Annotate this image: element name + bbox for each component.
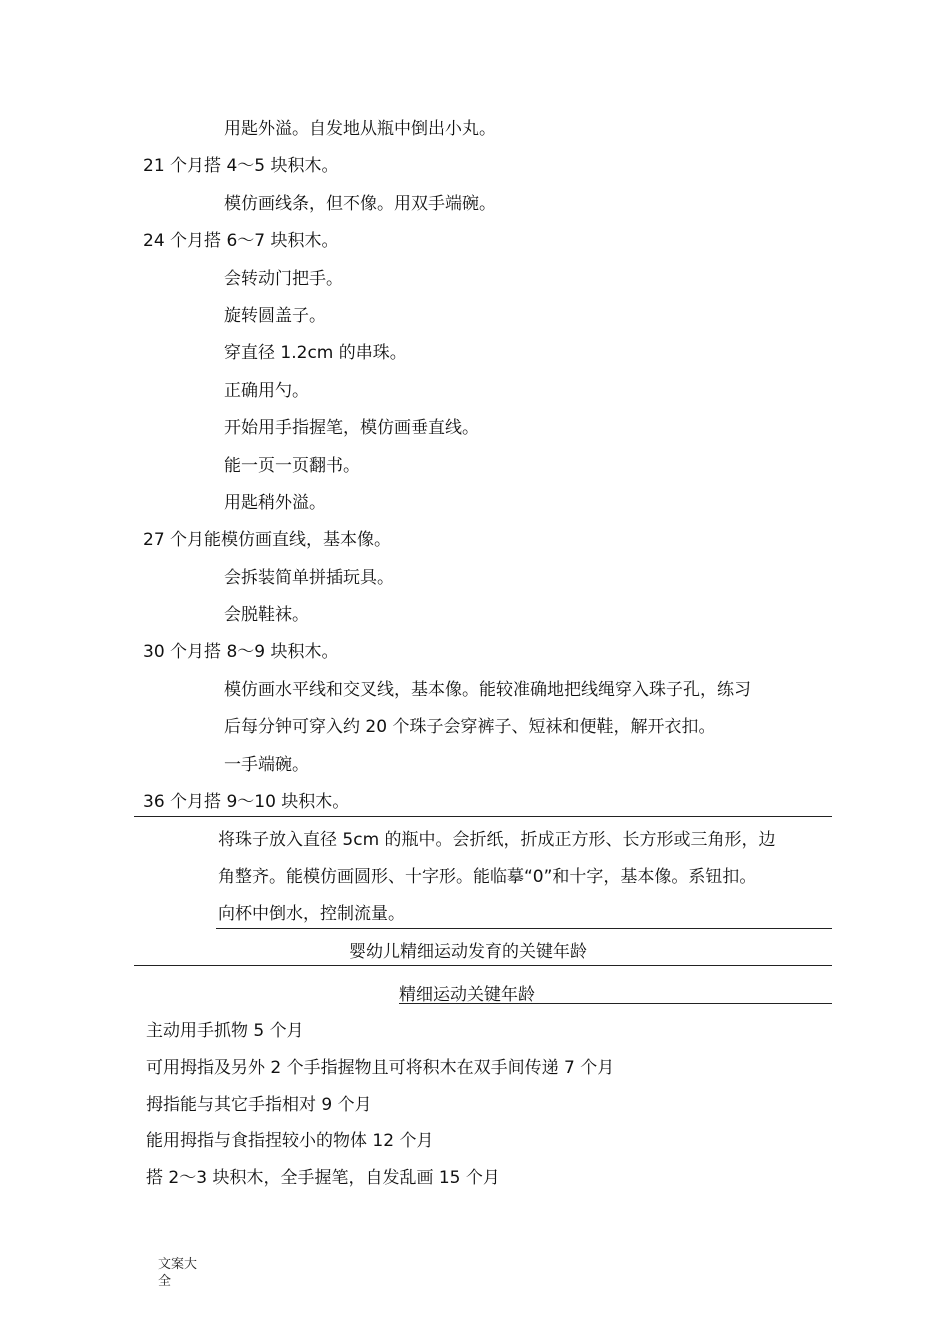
table-header: 精细运动关键年龄 — [399, 985, 535, 1005]
text-line: 会拆装简单拼插玩具。 — [224, 568, 394, 588]
text-line: 会脱鞋袜。 — [224, 605, 309, 625]
text-line: 后每分钟可穿入约 20 个珠子会穿裤子、短袜和便鞋，解开衣扣。 — [224, 717, 716, 737]
text-line: 一手端碗。 — [224, 755, 309, 775]
table-row: 主动用手抓物 5 个月 — [146, 1021, 304, 1041]
age-heading: 30 个月搭 8～9 块积木。 — [143, 642, 339, 662]
text-line: 旋转圆盖子。 — [224, 306, 326, 326]
divider — [134, 965, 832, 966]
table-title: 婴幼儿精细运动发育的关键年龄 — [349, 942, 587, 962]
table-row: 能用拇指与食指捏较小的物体 12 个月 — [146, 1131, 434, 1151]
text-line: 穿直径 1.2cm 的串珠。 — [224, 343, 407, 363]
text-line: 角整齐。能模仿画圆形、十字形。能临摹“0”和十字，基本像。系钮扣。 — [218, 867, 757, 887]
text-line: 会转动门把手。 — [224, 269, 343, 289]
text-line: 正确用勺。 — [224, 381, 309, 401]
age-heading: 21 个月搭 4～5 块积木。 — [143, 156, 339, 176]
table-row: 拇指能与其它手指相对 9 个月 — [146, 1095, 372, 1115]
text-line: 向杯中倒水，控制流量。 — [218, 904, 405, 924]
table-row: 可用拇指及另外 2 个手指握物且可将积木在双手间传递 7 个月 — [146, 1058, 615, 1078]
age-heading: 36 个月搭 9～10 块积木。 — [143, 792, 350, 812]
text-line: 模仿画水平线和交叉线，基本像。能较准确地把线绳穿入珠子孔，练习 — [224, 680, 751, 700]
text-line: 用匙外溢。自发地从瓶中倒出小丸。 — [224, 119, 496, 139]
divider — [134, 816, 832, 817]
footer-line: 全 — [158, 1274, 172, 1289]
text-line: 模仿画线条，但不像。用双手端碗。 — [224, 194, 496, 214]
text-line: 将珠子放入直径 5cm 的瓶中。会折纸，折成正方形、长方形或三角形，边 — [218, 830, 776, 850]
divider — [216, 928, 832, 929]
divider — [399, 1003, 832, 1004]
table-row: 搭 2～3 块积木，全手握笔，自发乱画 15 个月 — [146, 1168, 500, 1188]
text-line: 开始用手指握笔，模仿画垂直线。 — [224, 418, 479, 438]
age-heading: 27 个月能模仿画直线，基本像。 — [143, 530, 392, 550]
age-heading: 24 个月搭 6～7 块积木。 — [143, 231, 339, 251]
footer-line: 文案大 — [158, 1257, 198, 1272]
footer-text — [158, 1256, 197, 1290]
text-line: 用匙稍外溢。 — [224, 493, 326, 513]
text-line: 能一页一页翻书。 — [224, 456, 360, 476]
